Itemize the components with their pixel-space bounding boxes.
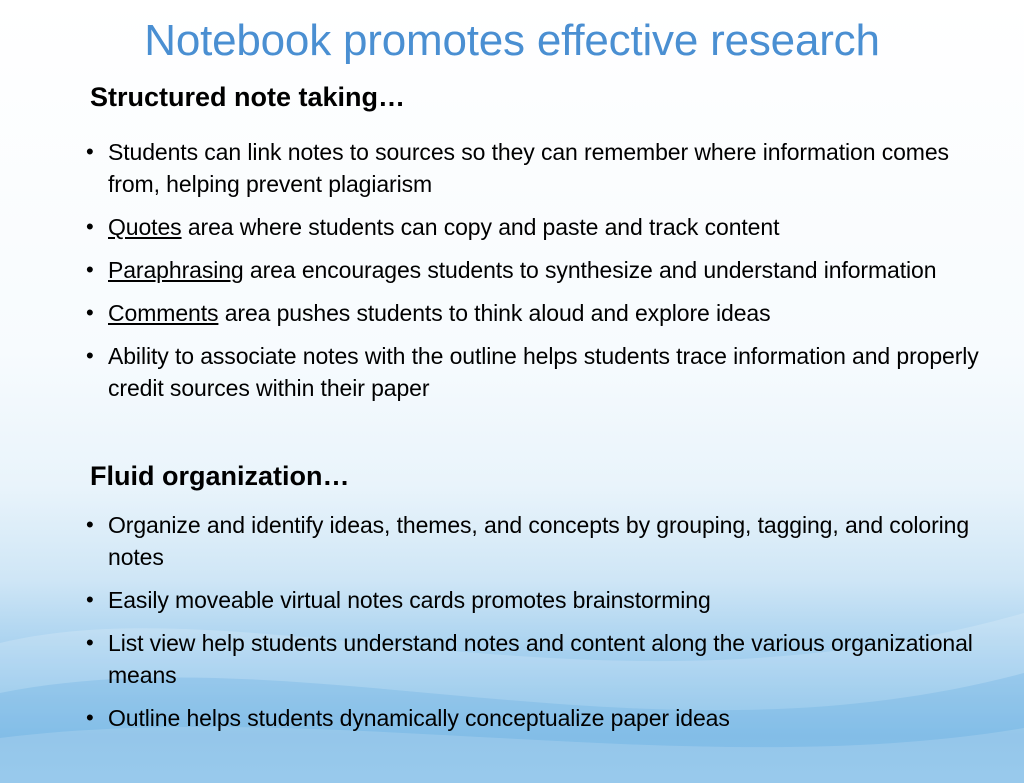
list-item xyxy=(86,627,986,691)
bullet-icon: • xyxy=(86,630,94,655)
item-text: Organize and identify ideas, themes, and concepts by grouping, tagging, and coloring notes xyxy=(108,512,970,570)
underlined-term: Quotes xyxy=(108,214,182,240)
item-text: List view help students understand notes and content along the various organizational means xyxy=(108,630,973,688)
bullet-icon: • xyxy=(86,705,94,730)
bullet-list-fluid xyxy=(86,509,986,745)
underlined-term: Paraphrasing xyxy=(108,257,244,283)
bullet-icon: • xyxy=(86,257,94,282)
list-item xyxy=(86,509,986,573)
bullet-icon: • xyxy=(86,300,94,325)
item-text: Outline helps students dynamically conceptualize paper ideas xyxy=(108,705,730,731)
section-heading-fluid: Fluid organization… xyxy=(90,461,350,491)
item-text: Ability to associate notes with the outline helps students trace information and properly credit sources within their paper xyxy=(108,343,979,401)
bullet-icon: • xyxy=(86,512,94,537)
underlined-term: Comments xyxy=(108,300,219,326)
item-text: Easily moveable virtual notes cards promotes brainstorming xyxy=(108,587,711,613)
bullet-list-structured xyxy=(86,136,986,415)
list-item xyxy=(86,297,986,329)
list-item xyxy=(86,702,986,734)
item-text: Students can link notes to sources so they can remember where information comes from, helping prevent plagiarism xyxy=(108,139,949,197)
list-item xyxy=(86,340,986,404)
list-item xyxy=(86,211,986,243)
list-item xyxy=(86,254,986,286)
bullet-icon: • xyxy=(86,139,94,164)
bullet-icon: • xyxy=(86,343,94,368)
section-heading-structured: Structured note taking… xyxy=(90,82,406,112)
item-text: area where students can copy and paste and track content xyxy=(181,214,780,240)
list-item xyxy=(86,136,986,200)
item-text: area encourages students to synthesize and understand information xyxy=(243,257,937,283)
bullet-icon: • xyxy=(86,214,94,239)
slide-title: Notebook promotes effective research xyxy=(144,16,880,65)
list-item xyxy=(86,584,986,616)
bullet-icon: • xyxy=(86,587,94,612)
item-text: area pushes students to think aloud and explore ideas xyxy=(218,300,771,326)
